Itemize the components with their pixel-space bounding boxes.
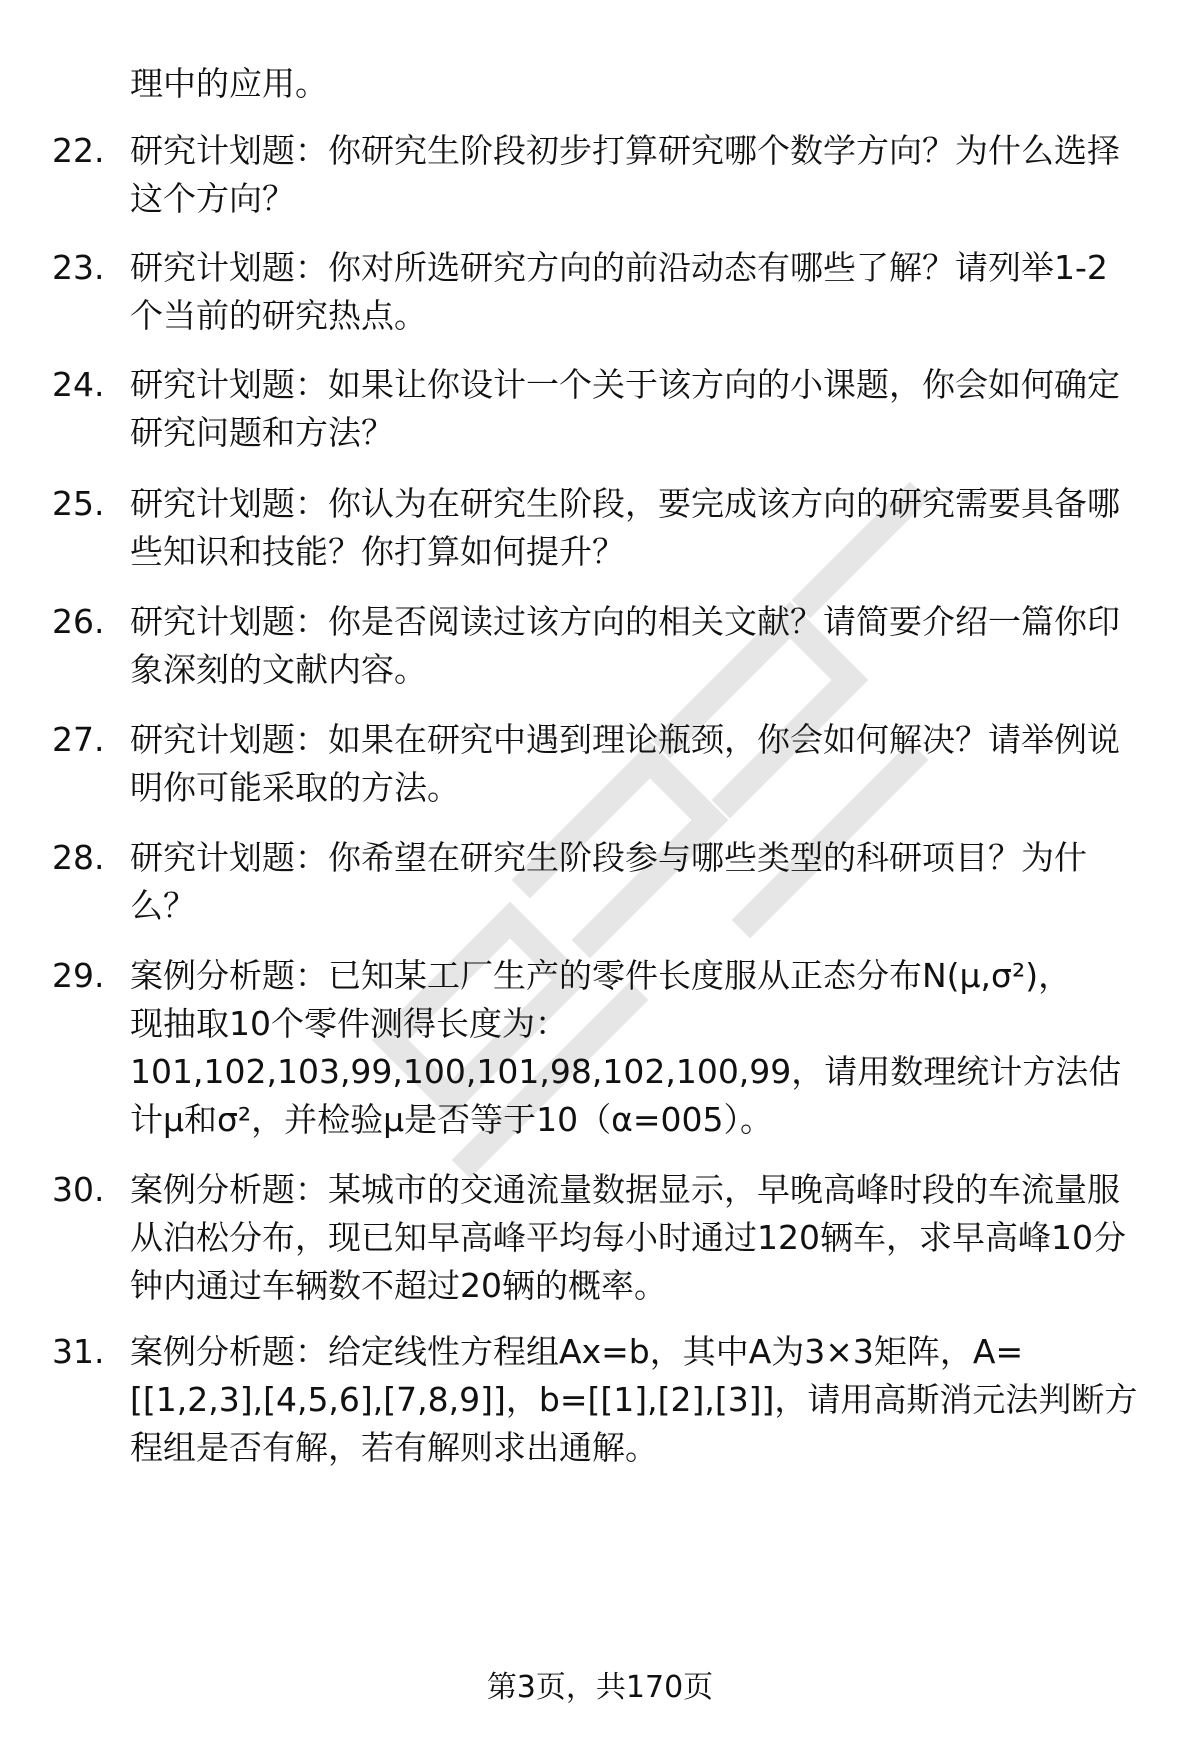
question-text: 研究计划题：你希望在研究生阶段参与哪些类型的科研项目？为什么？ <box>130 838 1087 925</box>
question-number: 25. <box>52 484 105 523</box>
question-number: 26. <box>52 602 105 641</box>
question-text: 案例分析题：某城市的交通流量数据显示，早晚高峰时段的车流量服从泊松分布，现已知早高峰平均每小时通过120辆车，求早高峰10分钟内通过车辆数不超过20辆的概率。 <box>130 1170 1126 1305</box>
question-number: 31. <box>52 1332 105 1371</box>
question-text: 研究计划题：你是否阅读过该方向的相关文献？请简要介绍一篇你印象深刻的文献内容。 <box>130 602 1120 689</box>
question-number: 28. <box>52 838 105 877</box>
question-text: 案例分析题：给定线性方程组Ax=b，其中A为3×3矩阵，A= [[1,2,3],[4,5,6],[7,8,9]]，b=[[1],[2],[3]]，请用高斯消元法判断方程组是否有解，若有解则求出通解。 <box>130 1332 1138 1467</box>
question-number: 24. <box>52 365 105 404</box>
question-number: 23. <box>52 248 105 287</box>
question-number: 30. <box>52 1170 105 1209</box>
question-text: 研究计划题：你对所选研究方向的前沿动态有哪些了解？请列举1-2个当前的研究热点。 <box>130 248 1108 335</box>
question-number: 22. <box>52 131 105 170</box>
question-text: 研究计划题：如果在研究中遇到理论瓶颈，你会如何解决？请举例说明你可能采取的方法。 <box>130 720 1120 807</box>
question-number: 29. <box>52 956 105 995</box>
continuation-text: 理中的应用。 <box>130 64 328 103</box>
question-number: 27. <box>52 720 105 759</box>
question-text: 案例分析题：已知某工厂生产的零件长度服从正态分布N(μ,σ²)， 现抽取10个零件测得长度为： 101,102,103,99,100,101,98,102,100,99，请用数理统计方法估计μ和σ²，并检验μ是否等于10（α=005）。 <box>130 956 1122 1139</box>
question-text: 研究计划题：你认为在研究生阶段，要完成该方向的研究需要具备哪些知识和技能？你打算如何提升？ <box>130 484 1120 571</box>
page-footer: 第3页，共170页 <box>486 1670 714 1705</box>
question-text: 研究计划题：如果让你设计一个关于该方向的小课题，你会如何确定研究问题和方法？ <box>130 365 1120 452</box>
question-text: 研究计划题：你研究生阶段初步打算研究哪个数学方向？为什么选择这个方向？ <box>130 131 1120 218</box>
